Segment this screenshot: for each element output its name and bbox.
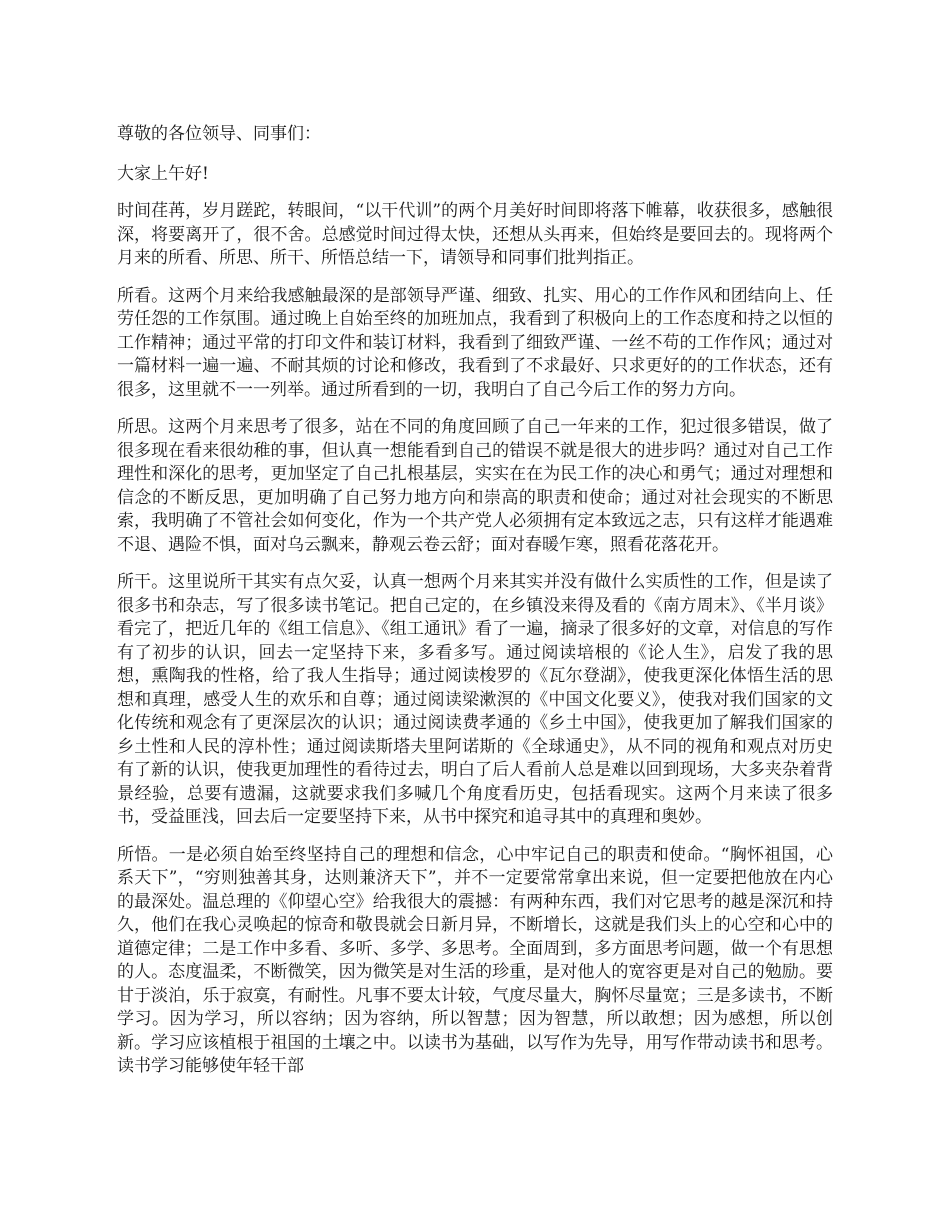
greeting: 大家上午好!: [117, 163, 209, 184]
paragraph-intro: 时间荏苒，岁月蹉跎，转眼间，“以干代训”的两个月美好时间即将落下帷幕，收获很多，感触很深，将要离开了，很不舍。总感觉时间过得太快，还想从头再来，但始终是要回去的。现将两个月来的所看、所思、所干、所悟总结一下，请领导和同事们批判指正。: [117, 201, 833, 268]
paragraph-what-i-did: 所干。这里说所干其实有点欠妥，认真一想两个月来其实并没有做什么实质性的工作，但是读了很多书和杂志，写了很多读书笔记。把自己定的，在乡镇没来得及看的《南方周末》、《半月谈》看完了，把近几年的《组工信息》、《组工通讯》看了一遍，摘录了很多好的文章，对信息的写作有了初步的认识，回去一定坚持下来，多看多写。通过阅读培根的《论人生》，启发了我的思想，熏陶我的性格，给了我人生指导；通过阅读梭罗的《瓦尔登湖》，使我更深化体悟生活的思想和真理，感受人生的欢乐和自尊；通过阅读梁漱溟的《中国文化要义》，使我对我们国家的文化传统和观念有了更深层次的认识；通过阅读费孝通的《乡土中国》，使我更加了解我们国家的乡土性和人民的淳朴性；通过阅读斯塔夫里阿诺斯的《全球通史》，从不同的视角和观点对历史有了新的认识，使我更加理性的看待过去，明白了后人看前人总是难以回到现场，大多夹杂着背景经验，总要有遗漏，这就要求我们多喊几个角度看历史，包括看现实。这两个月来读了很多书，受益匪浅，回去后一定要坚持下来，从书中探究和追寻其中的真理和奥妙。: [117, 572, 833, 827]
salutation: 尊敬的各位领导、同事们：: [117, 124, 321, 144]
document-body: [117, 123, 833, 1093]
paragraph-what-i-learned: 所悟。一是必须自始至终坚持自己的理想和信念，心中牢记自己的职责和使命。“胸怀祖国，心系天下”，“穷则独善其身，达则兼济天下”，并不一定要常常拿出来说，但一定要把他放在内心的最深处。温总理的《仰望心空》给我很大的震撼：有两种东西，我们对它思考的越是深沉和持久，他们在我心灵唤起的惊奇和敬畏就会日新月异，不断增长，这就是我们头上的心空和心中的道德定律；二是工作中多看、多听、多学、多思考。全面周到，多方面思考问题，做一个有思想的人。态度温柔，不断微笑，因为微笑是对生活的珍重，是对他人的宽容更是对自己的勉励。要甘于淡泊，乐于寂寞，有耐性。凡事不要太计较，气度尽量大，胸怀尽量宽；三是多读书，不断学习。因为学习，所以容纳；因为容纳，所以智慧；因为智慧，所以敢想；因为感想，所以创新。学习应该植根于祖国的土壤之中。以读书为基础，以写作为先导，用写作带动读书和思考。读书学习能够使年轻干部: [117, 844, 833, 1076]
paragraph-what-i-saw: 所看。这两个月来给我感触最深的是部领导严谨、细致、扎实、用心的工作作风和团结向上、任劳任怨的工作氛围。通过晚上自始至终的加班加点，我看到了积极向上的工作态度和持之以恒的工作精神；通过平常的打印文件和装订材料，我看到了细致严谨、一丝不苟的工作作风；通过对一篇材料一遍一遍、不耐其烦的讨论和修改，我看到了不求最好、只求更好的的工作状态，还有很多，这里就不一一列举。通过所看到的一切，我明白了自己今后工作的努力方向。: [117, 285, 833, 400]
paragraph-what-i-thought: 所思。这两个月来思考了很多，站在不同的角度回顾了自己一年来的工作，犯过很多错误，做了很多现在看来很幼稚的事，但认真一想能看到自己的错误不就是很大的进步吗？通过对自己工作理性和深化的思考，更加坚定了自己扎根基层，实实在在为民工作的决心和勇气；通过对理想和信念的不断反思，更加明确了自己努力地方向和崇高的职责和使命；通过对社会现实的不断思索，我明确了不管社会如何变化，作为一个共产党人必须拥有定本致远之志，只有这样才能遇难不退、遇险不惧，面对乌云飘来，静观云卷云舒；面对春暖乍寒，照看花落花开。: [117, 417, 833, 555]
